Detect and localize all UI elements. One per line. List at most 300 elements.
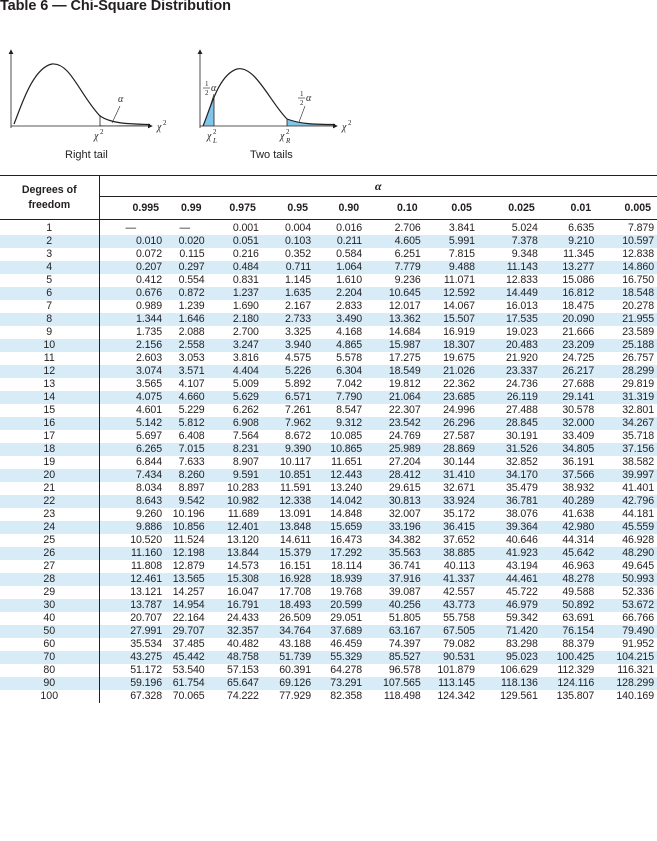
value-cell: 2.204 — [314, 287, 365, 300]
value-cell: 11.345 — [563, 248, 595, 260]
value-cell: 3.571 — [165, 365, 208, 378]
value-cell: 79.082 — [443, 638, 475, 650]
df-cell: 8 — [0, 313, 99, 326]
value-cell: 13.787 — [99, 599, 165, 612]
value-cell: 15.507 — [424, 313, 478, 326]
value-cell: 46.459 — [330, 638, 363, 650]
value-cell: 42.980 — [541, 521, 597, 534]
value-cell: 9.236 — [394, 274, 421, 286]
value-cell: 2.833 — [336, 300, 363, 312]
value-cell: 79.490 — [597, 625, 657, 638]
value-cell: 1.646 — [165, 313, 208, 326]
value-cell: 14.954 — [165, 599, 208, 612]
distribution-figures — [0, 40, 657, 165]
value-cell: 0.103 — [262, 235, 314, 248]
value-cell: 23.589 — [622, 326, 654, 338]
value-cell: 0.207 — [99, 261, 165, 274]
two-tails-axis-chi: χ — [342, 122, 347, 133]
value-cell: 0.010 — [99, 235, 165, 248]
value-cell: — — [179, 222, 191, 234]
value-cell: 14.449 — [478, 287, 541, 300]
value-cell: 14.067 — [443, 300, 475, 312]
df-cell: 17 — [0, 430, 99, 443]
two-tails-curve — [203, 69, 335, 126]
alpha-column-header: 0.10 — [365, 197, 424, 220]
value-cell: 15.308 — [208, 573, 262, 586]
value-cell: 96.578 — [388, 664, 421, 676]
value-cell: 31.319 — [597, 391, 657, 404]
value-cell: 88.379 — [562, 638, 595, 650]
table-row — [0, 651, 657, 664]
chi-right-sub: R — [286, 137, 291, 145]
value-cell: 17.275 — [388, 352, 421, 364]
value-cell: 32.671 — [443, 482, 475, 494]
value-cell: 11.524 — [173, 534, 205, 546]
value-cell: 53.540 — [172, 664, 205, 676]
value-cell: 35.718 — [622, 430, 654, 442]
value-cell: 44.314 — [562, 534, 595, 546]
value-cell: 8.907 — [232, 456, 259, 468]
df-cell: 7 — [0, 300, 99, 313]
value-cell: 25.188 — [597, 339, 657, 352]
value-cell: 0.020 — [165, 235, 208, 248]
value-cell: 19.812 — [388, 378, 421, 390]
table-header — [0, 176, 657, 220]
value-cell: 3.490 — [314, 313, 365, 326]
value-cell: 20.090 — [541, 313, 597, 326]
table-row — [0, 300, 657, 313]
value-cell: 4.601 — [135, 404, 162, 416]
value-cell: 2.603 — [135, 352, 162, 364]
value-cell: 39.997 — [597, 469, 657, 482]
value-cell: 22.164 — [172, 612, 205, 624]
value-cell: 16.750 — [622, 274, 654, 286]
value-cell: 0.004 — [285, 222, 312, 234]
right-half-denominator: 2 — [300, 99, 304, 107]
table-row — [0, 326, 657, 339]
value-cell: 8.260 — [165, 469, 208, 482]
value-cell: 6.262 — [232, 404, 259, 416]
right-tail-label: Right tail — [65, 149, 108, 161]
value-cell: 20.483 — [478, 339, 541, 352]
value-cell: 36.191 — [562, 456, 595, 468]
value-cell: 5.142 — [99, 417, 165, 430]
value-cell: 129.561 — [500, 690, 538, 702]
value-cell: 67.505 — [424, 625, 478, 638]
value-cell: 11.071 — [443, 274, 475, 286]
table-row — [0, 612, 657, 625]
alpha-header: α — [99, 176, 657, 197]
value-cell: 3.247 — [208, 339, 262, 352]
value-cell: 1.239 — [178, 300, 205, 312]
df-cell: 50 — [0, 625, 99, 638]
value-cell: 45.642 — [541, 547, 597, 560]
value-cell: 17.292 — [314, 547, 365, 560]
table-row — [0, 391, 657, 404]
df-cell: 15 — [0, 404, 99, 417]
table-row — [0, 430, 657, 443]
value-cell: 29.141 — [541, 391, 597, 404]
table-row — [0, 248, 657, 261]
value-cell: 135.807 — [556, 690, 595, 702]
value-cell: 9.312 — [314, 417, 365, 430]
value-cell: 3.325 — [285, 326, 312, 338]
value-cell: 38.885 — [424, 547, 478, 560]
value-cell: 5.226 — [262, 365, 314, 378]
alpha-values-row — [0, 197, 657, 220]
value-cell: 9.886 — [99, 521, 165, 534]
value-cell: 28.869 — [424, 443, 478, 456]
value-cell: 17.535 — [478, 313, 541, 326]
df-cell: 18 — [0, 443, 99, 456]
value-cell: 6.304 — [314, 365, 365, 378]
value-cell: 8.672 — [285, 430, 312, 442]
value-cell: 36.741 — [388, 560, 421, 572]
value-cell: 46.928 — [622, 534, 654, 546]
value-cell: 13.844 — [208, 547, 262, 560]
value-cell: 4.075 — [99, 391, 165, 404]
df-cell: 29 — [0, 586, 99, 599]
value-cell: 37.689 — [314, 625, 365, 638]
value-cell: 44.461 — [478, 573, 541, 586]
value-cell: 28.299 — [597, 365, 657, 378]
table-row — [0, 547, 657, 560]
value-cell: 27.991 — [99, 625, 165, 638]
value-cell: 53.672 — [597, 599, 657, 612]
value-cell: 21.064 — [365, 391, 424, 404]
right-half-alpha: α — [306, 93, 312, 104]
value-cell: 6.844 — [135, 456, 162, 468]
value-cell: 29.615 — [388, 482, 421, 494]
value-cell: 30.191 — [505, 430, 538, 442]
value-cell: 7.261 — [285, 404, 312, 416]
value-cell: 61.754 — [165, 677, 208, 690]
value-cell: 0.211 — [314, 235, 365, 248]
value-cell: 14.611 — [280, 534, 312, 546]
chi-right-sup: 2 — [286, 128, 290, 136]
value-cell: 0.989 — [135, 300, 162, 312]
df-cell: 30 — [0, 599, 99, 612]
df-cell: 5 — [0, 274, 99, 287]
value-cell: 37.652 — [443, 534, 475, 546]
right-half-alpha-pointer — [299, 106, 305, 122]
value-cell: 0.051 — [208, 235, 262, 248]
value-cell: 14.042 — [314, 495, 365, 508]
value-cell: 118.136 — [478, 677, 541, 690]
value-cell: 5.812 — [165, 417, 208, 430]
value-cell: 0.412 — [135, 274, 162, 286]
alpha-column-header: 0.90 — [314, 197, 365, 220]
value-cell: 15.987 — [365, 339, 424, 352]
value-cell: 3.940 — [262, 339, 314, 352]
value-cell: 0.584 — [336, 248, 363, 260]
value-cell: 32.000 — [541, 417, 597, 430]
value-cell: 36.415 — [424, 521, 478, 534]
value-cell: 140.169 — [616, 690, 654, 702]
value-cell: 16.791 — [208, 599, 262, 612]
value-cell: 12.838 — [622, 248, 654, 260]
table-row — [0, 495, 657, 508]
value-cell: 5.629 — [208, 391, 262, 404]
page-title: Table 6 — Chi-Square Distribution — [0, 0, 231, 14]
value-cell: 1.145 — [285, 274, 312, 286]
value-cell: 83.298 — [505, 638, 538, 650]
table-row — [0, 287, 657, 300]
value-cell: 7.779 — [365, 261, 424, 274]
value-cell: 9.488 — [424, 261, 478, 274]
value-cell: 13.091 — [279, 508, 312, 520]
value-cell: 16.473 — [330, 534, 363, 546]
value-cell: 124.342 — [437, 690, 475, 702]
df-cell: 14 — [0, 391, 99, 404]
value-cell: 9.542 — [165, 495, 208, 508]
value-cell: 2.156 — [99, 339, 165, 352]
table-row — [0, 365, 657, 378]
value-cell: 90.531 — [424, 651, 478, 664]
df-cell: 2 — [0, 235, 99, 248]
table-row — [0, 521, 657, 534]
value-cell: 29.707 — [165, 625, 208, 638]
table-row — [0, 220, 657, 236]
right-tail-chi-sup: 2 — [100, 128, 104, 136]
value-cell: 16.928 — [262, 573, 314, 586]
value-cell: 23.685 — [424, 391, 478, 404]
table-body — [0, 220, 657, 704]
value-cell: 26.217 — [541, 365, 597, 378]
value-cell: 41.923 — [478, 547, 541, 560]
value-cell: 13.848 — [262, 521, 314, 534]
value-cell: 7.378 — [478, 235, 541, 248]
df-cell: 12 — [0, 365, 99, 378]
value-cell: 0.872 — [165, 287, 208, 300]
value-cell: 20.599 — [314, 599, 365, 612]
value-cell: 25.989 — [365, 443, 424, 456]
df-cell: 13 — [0, 378, 99, 391]
value-cell: 106.629 — [500, 664, 538, 676]
value-cell: 32.357 — [208, 625, 262, 638]
value-cell: 37.566 — [541, 469, 597, 482]
value-cell: 10.645 — [365, 287, 424, 300]
value-cell: 0.831 — [232, 274, 259, 286]
value-cell: 13.362 — [365, 313, 424, 326]
value-cell: 36.781 — [478, 495, 541, 508]
value-cell: 18.493 — [262, 599, 314, 612]
value-cell: 18.939 — [314, 573, 365, 586]
value-cell: 9.390 — [262, 443, 314, 456]
right-tail-axis-sup: 2 — [163, 119, 167, 127]
value-cell: 7.815 — [448, 248, 475, 260]
table-row — [0, 378, 657, 391]
value-cell: 7.434 — [99, 469, 165, 482]
value-cell: 48.278 — [541, 573, 597, 586]
value-cell: 2.088 — [178, 326, 205, 338]
alpha-pointer-line — [112, 106, 120, 123]
value-cell: 43.194 — [505, 560, 538, 572]
value-cell: 11.808 — [130, 560, 162, 572]
value-cell: 63.691 — [562, 612, 595, 624]
table-row — [0, 534, 657, 547]
value-cell: 28.845 — [478, 417, 541, 430]
value-cell: 7.564 — [232, 430, 259, 442]
value-cell: 16.812 — [541, 287, 597, 300]
value-cell: 51.739 — [262, 651, 314, 664]
value-cell: 104.215 — [597, 651, 657, 664]
value-cell: 8.034 — [135, 482, 162, 494]
table-row — [0, 677, 657, 690]
value-cell: 16.013 — [505, 300, 538, 312]
value-cell: 14.573 — [227, 560, 259, 572]
right-tail-chi-label: χ — [94, 131, 99, 142]
value-cell: 59.196 — [99, 677, 165, 690]
value-cell: 37.156 — [597, 443, 657, 456]
value-cell: 10.856 — [165, 521, 208, 534]
table-row — [0, 664, 657, 677]
value-cell: 1.690 — [232, 300, 259, 312]
value-cell: 67.328 — [130, 690, 162, 702]
value-cell: 27.488 — [505, 404, 538, 416]
value-cell: 24.769 — [388, 430, 421, 442]
alpha-header-row — [0, 176, 657, 197]
value-cell: 101.879 — [437, 664, 475, 676]
value-cell: 18.548 — [597, 287, 657, 300]
value-cell: 44.181 — [622, 508, 654, 520]
two-tails-figure — [200, 50, 352, 161]
table-row — [0, 443, 657, 456]
value-cell: 9.348 — [511, 248, 538, 260]
value-cell: 118.498 — [383, 690, 421, 702]
value-cell: 64.278 — [330, 664, 363, 676]
value-cell: 5.892 — [285, 378, 312, 390]
value-cell: 21.920 — [505, 352, 538, 364]
value-cell: 39.364 — [478, 521, 541, 534]
value-cell: 23.337 — [478, 365, 541, 378]
value-cell: 45.722 — [505, 586, 538, 598]
table-row — [0, 599, 657, 612]
value-cell: 37.485 — [172, 638, 205, 650]
value-cell: 12.592 — [424, 287, 478, 300]
value-cell: 40.256 — [365, 599, 424, 612]
value-cell: 8.643 — [99, 495, 165, 508]
value-cell: 21.666 — [562, 326, 595, 338]
left-half-alpha: α — [211, 83, 217, 94]
value-cell: 11.591 — [280, 482, 312, 494]
value-cell: 74.397 — [388, 638, 421, 650]
alpha-column-header: 0.01 — [541, 197, 597, 220]
df-cell: 19 — [0, 456, 99, 469]
value-cell: 60.391 — [279, 664, 312, 676]
table-row — [0, 482, 657, 495]
value-cell: 10.085 — [330, 430, 363, 442]
value-cell: 16.151 — [279, 560, 312, 572]
value-cell: 100.425 — [541, 651, 597, 664]
value-cell: 4.404 — [208, 365, 262, 378]
value-cell: 50.993 — [597, 573, 657, 586]
value-cell: 51.805 — [388, 612, 421, 624]
value-cell: 12.879 — [172, 560, 205, 572]
value-cell: 9.210 — [541, 235, 597, 248]
value-cell: 38.582 — [622, 456, 654, 468]
table-row — [0, 235, 657, 248]
value-cell: 11.143 — [478, 261, 541, 274]
value-cell: 34.805 — [541, 443, 597, 456]
df-cell: 21 — [0, 482, 99, 495]
value-cell: 39.087 — [388, 586, 421, 598]
table-row — [0, 690, 657, 703]
value-cell: 21.955 — [597, 313, 657, 326]
value-cell: 1.064 — [314, 261, 365, 274]
value-cell: 12.401 — [208, 521, 262, 534]
df-header — [0, 176, 99, 220]
value-cell: 41.401 — [622, 482, 654, 494]
value-cell: 19.768 — [330, 586, 363, 598]
value-cell: 41.337 — [424, 573, 478, 586]
value-cell: 5.009 — [232, 378, 259, 390]
value-cell: 35.563 — [365, 547, 424, 560]
value-cell: 18.114 — [331, 560, 363, 572]
df-cell: 40 — [0, 612, 99, 625]
value-cell: 0.072 — [135, 248, 162, 260]
df-cell: 70 — [0, 651, 99, 664]
df-cell: 23 — [0, 508, 99, 521]
df-cell: 9 — [0, 326, 99, 339]
table-row — [0, 261, 657, 274]
value-cell: 6.635 — [568, 222, 595, 234]
value-cell: 0.352 — [285, 248, 312, 260]
value-cell: 33.924 — [424, 495, 478, 508]
value-cell: 13.121 — [130, 586, 162, 598]
value-cell: 33.409 — [562, 430, 595, 442]
value-cell: 30.578 — [562, 404, 595, 416]
value-cell: 28.412 — [365, 469, 424, 482]
value-cell: 4.168 — [336, 326, 363, 338]
value-cell: 37.916 — [365, 573, 424, 586]
table-row — [0, 456, 657, 469]
value-cell: 0.216 — [232, 248, 259, 260]
value-cell: 63.167 — [365, 625, 424, 638]
value-cell: 40.289 — [541, 495, 597, 508]
value-cell: 10.117 — [280, 456, 312, 468]
value-cell: 2.706 — [394, 222, 421, 234]
value-cell: 2.558 — [165, 339, 208, 352]
value-cell: 34.764 — [262, 625, 314, 638]
value-cell: 66.766 — [622, 612, 654, 624]
value-cell: 4.575 — [285, 352, 312, 364]
right-half-numerator: 1 — [300, 90, 304, 98]
right-tail-figure — [11, 50, 167, 161]
value-cell: 13.240 — [330, 482, 363, 494]
value-cell: 45.442 — [165, 651, 208, 664]
value-cell: 2.733 — [262, 313, 314, 326]
value-cell: 6.571 — [262, 391, 314, 404]
value-cell: 0.676 — [99, 287, 165, 300]
value-cell: 49.588 — [562, 586, 595, 598]
value-cell: 112.329 — [557, 664, 595, 676]
df-header-line1: Degrees of — [21, 183, 77, 196]
value-cell: 91.952 — [622, 638, 654, 650]
value-cell: 52.336 — [622, 586, 654, 598]
value-cell: 1.635 — [262, 287, 314, 300]
value-cell: 7.015 — [165, 443, 208, 456]
value-cell: 5.024 — [511, 222, 538, 234]
value-cell: 124.116 — [541, 677, 597, 690]
right-tail-curve — [14, 64, 150, 125]
value-cell: 42.796 — [597, 495, 657, 508]
table-row — [0, 586, 657, 599]
value-cell: 7.042 — [336, 378, 363, 390]
value-cell: 55.329 — [314, 651, 365, 664]
value-cell: 49.645 — [622, 560, 654, 572]
value-cell: 29.051 — [330, 612, 363, 624]
